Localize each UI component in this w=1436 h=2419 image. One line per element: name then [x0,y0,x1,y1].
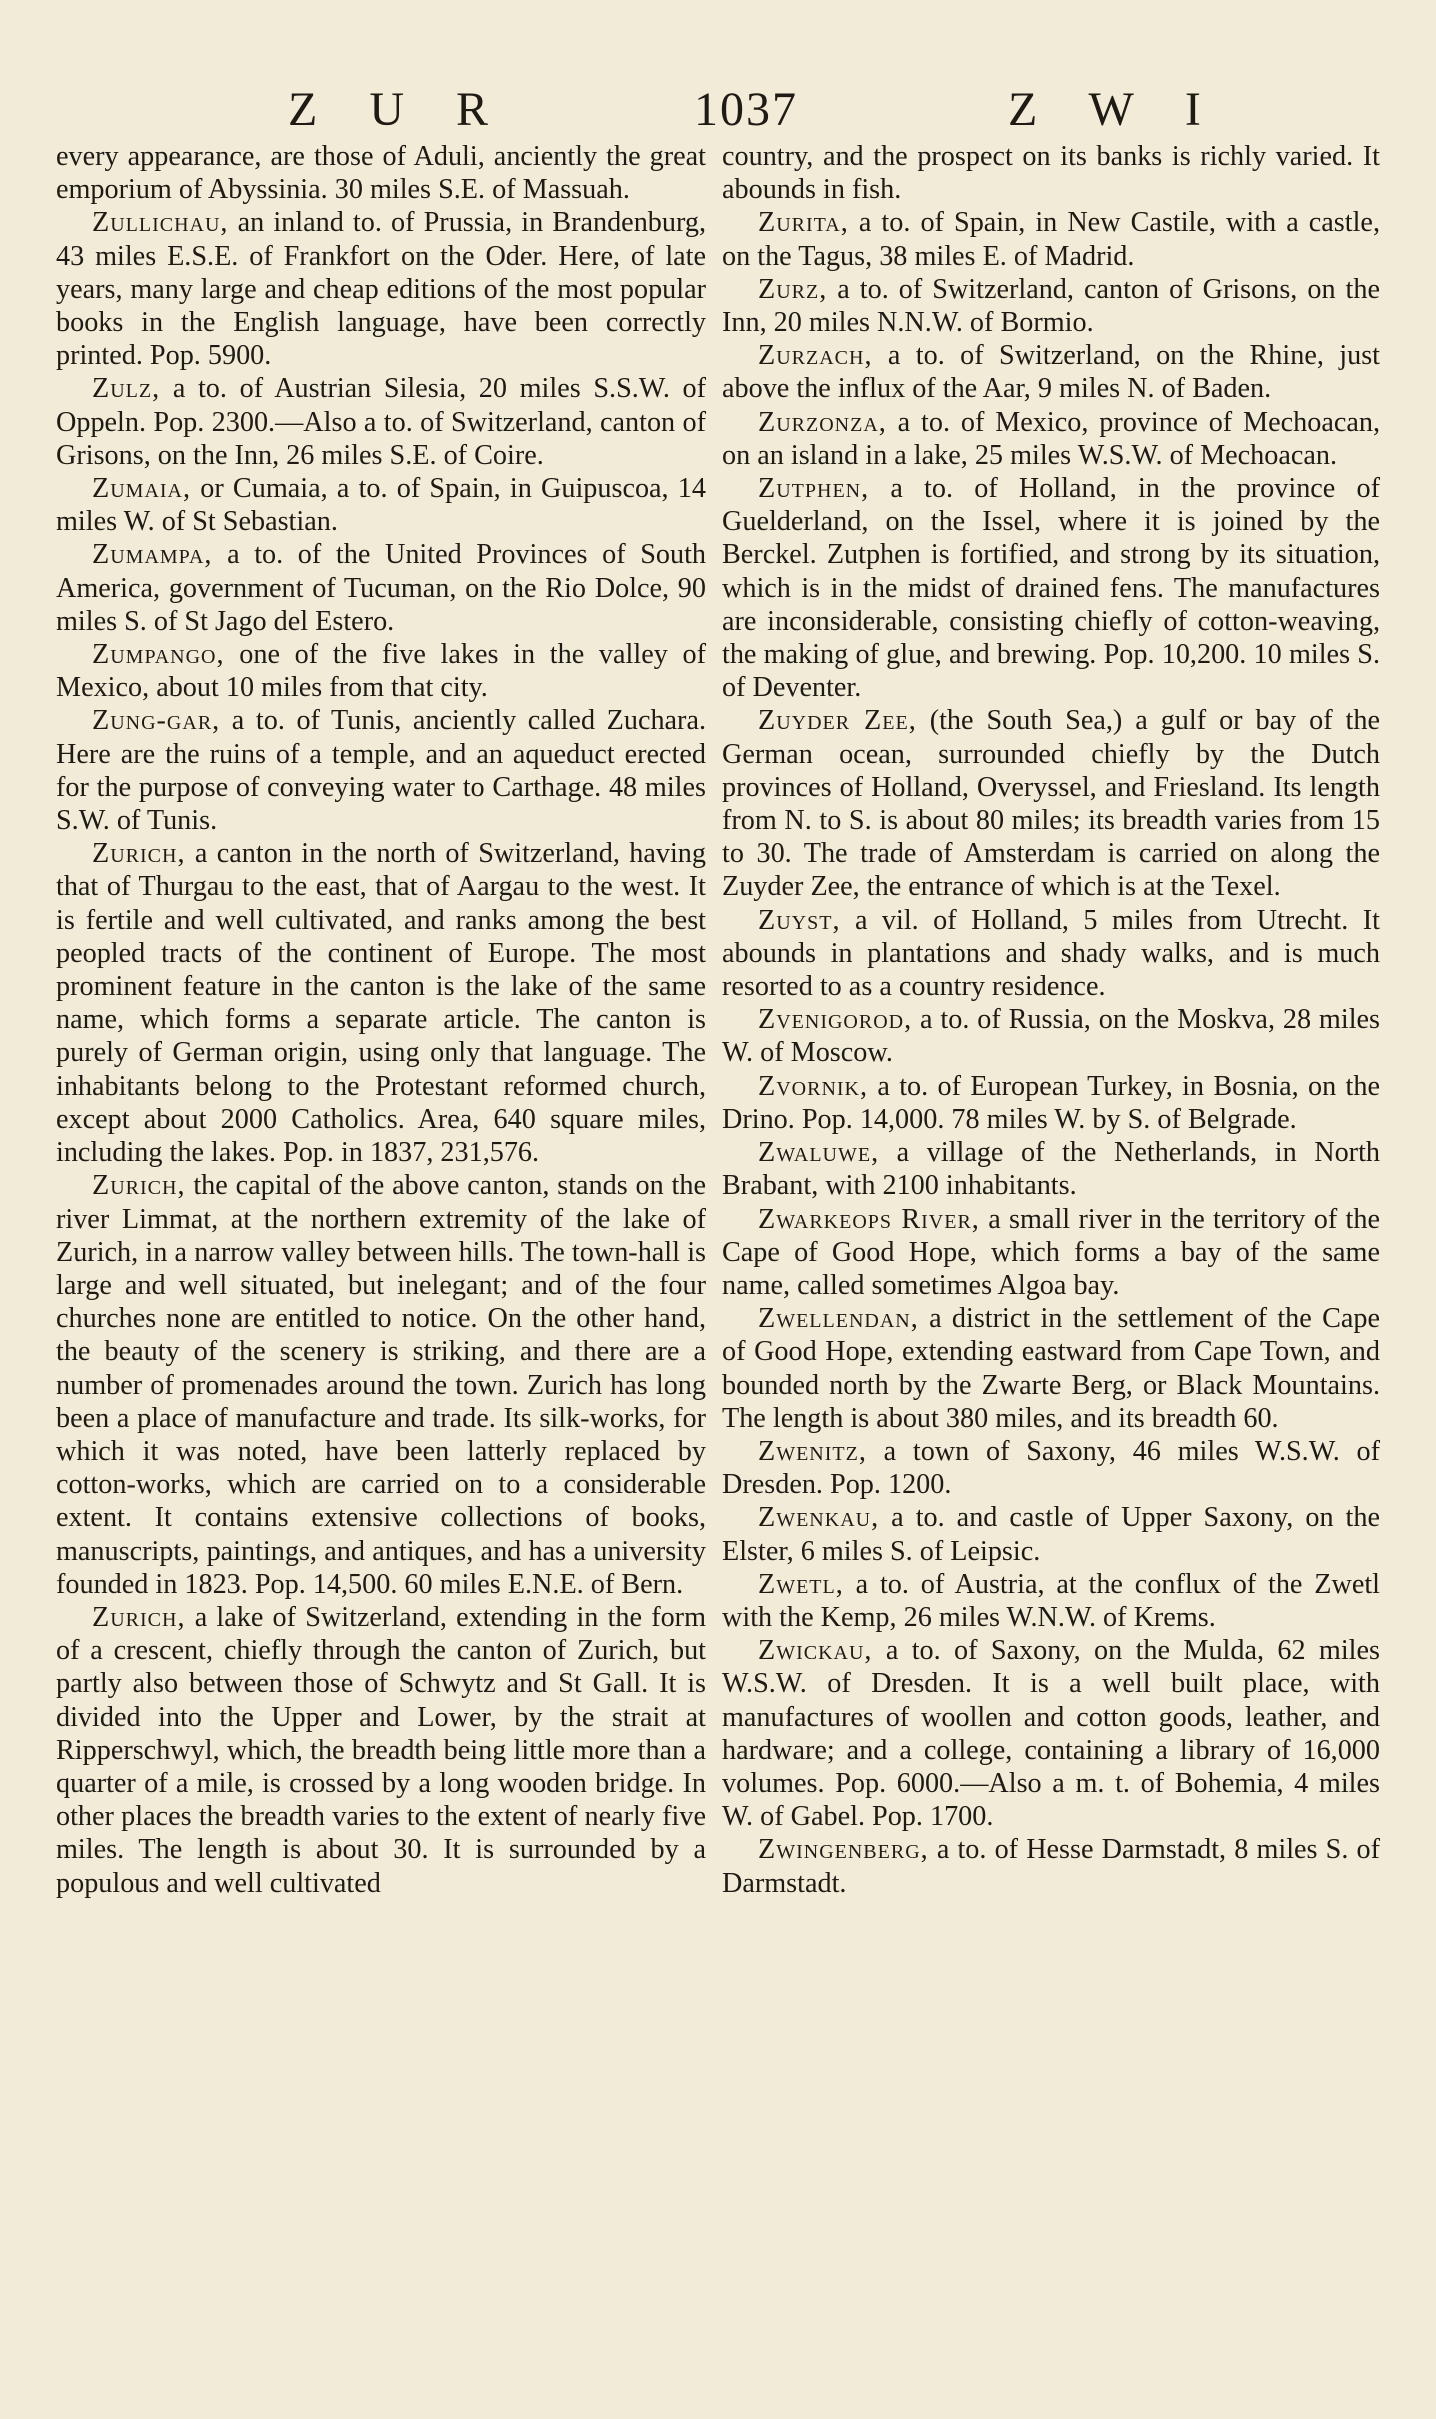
entry-headword: Zurita, [758,207,849,239]
entry-headword: Zung-gar, [92,705,221,737]
entry-text: every appearance, are those of Aduli, anciently the great emporium of Abyssinia. 30 miles S.E. of Massuah. [56,141,706,206]
gazetteer-entry [56,472,706,538]
gazetteer-entry [722,704,1380,903]
entry-text: a to. of Saxony, on the Mulda, 62 miles W.S.W. of Dresden. It is a well built place, with manufactures of woollen and cotton goods, leather, and hardware; and a college, containing a library of 16,000 volumes. Pop. 6000.—Also a m. t. of Bohemia, 4 miles W. of Gabel. Pop. 1700. [722,1635,1380,1833]
entry-text: a to. of Spain, in New Castile, with a castle, on the Tagus, 38 miles E. of Madrid. [722,207,1380,272]
entry-text: a to. of Holland, in the province of Guelderland, on the Issel, where it is joined by the Berckel. Zutphen is fortified, and strong by its situation, which is in the midst of drained fens. The manufactures are inconsiderable, consisting chiefly of cotton-weaving, the making of glue, and brewing. Pop. 10,200. 10 miles S. of Deventer. [722,473,1380,704]
gazetteer-entry [56,638,706,704]
running-header [0,82,1436,142]
entry-text: a district in the settlement of the Cape of Good Hope, extending eastward from Cape Town, and bounded north by the Zwarte Berg, or Black Mountains. The length is about 380 miles, and its breadth 60. [722,1303,1380,1434]
entry-headword: Zwingenberg, [758,1834,929,1866]
entry-text: one of the five lakes in the valley of Mexico, about 10 miles from that city. [56,639,706,704]
entry-text: a to. of Tunis, anciently called Zuchara. Here are the ruins of a temple, and an aqueduct erected for the purpose of conveying water to Carthage. 48 miles S.W. of Tunis. [56,705,706,837]
gazetteer-entry [722,406,1380,472]
entry-text: a to. of Hesse Darmstadt, 8 miles S. of Darmstadt. [722,1834,1380,1899]
entry-headword: Zwenitz, [758,1435,867,1467]
entry-text: a vil. of Holland, 5 miles from Utrecht. It abounds in plantations and shady walks, and is much resorted to as a country residence. [722,904,1380,1003]
gazetteer-entry [56,372,706,472]
gazetteer-entry [56,1601,706,1900]
entry-headword: Zurz, [758,273,828,305]
gazetteer-entry [722,140,1380,206]
gazetteer-entry [56,704,706,837]
entry-headword: Zullichau, [92,207,229,239]
entry-text: (the South Sea,) a gulf or bay of the German ocean, surrounded chiefly by the Dutch provinces of Holland, Overyssel, and Friesland. Its length from N. to S. is about 80 miles; its breadth varies from 15 to 30. The trade of Amsterdam is carried on along the Zuyder Zee, the entrance of which is at the Texel. [722,705,1380,903]
gazetteer-entry [722,206,1380,272]
entry-headword: Zurzonza, [758,406,887,438]
entry-headword: Zurzach, [758,340,873,372]
gazetteer-entry [722,1833,1380,1899]
gazetteer-entry [722,1435,1380,1501]
header-right-guideword: Z W I [1008,83,1203,136]
gazetteer-entry [722,1302,1380,1435]
entry-headword: Zwickau, [758,1635,873,1667]
entry-text: a small river in the territory of the Cape of Good Hope, which forms a bay of the same name, called sometimes Algoa bay. [722,1203,1380,1301]
entry-headword: Zurich, [92,838,186,870]
entry-text: a village of the Netherlands, in North Brabant, with 2100 inhabitants. [722,1137,1380,1202]
header-left-guideword: Z U R [288,83,490,136]
entry-text: a to. of the United Provinces of South America, government of Tucuman, on the Rio Dolce, 90 miles S. of St Jago del Estero. [56,539,706,637]
gazetteer-entry [722,1501,1380,1567]
gazetteer-entry [722,273,1380,339]
gazetteer-entry [56,1169,706,1601]
entry-headword: Zumpango, [92,639,225,671]
entry-headword: Zwaluwe, [758,1137,880,1169]
left-column [56,140,706,1900]
entry-headword: Zutphen, [758,473,870,505]
gazetteer-entry [56,538,706,638]
gazetteer-entry [722,1003,1380,1069]
entry-text: a canton in the north of Switzerland, having that of Thurgau to the east, that of Aargau to the west. It is fertile and well cultivated, and ranks among the best peopled tracts of the continent of Europe. The most prominent feature in the canton is the lake of the same name, which forms a separate article. The canton is purely of German origin, using only that language. The inhabitants belong to the Protestant reformed church, except about 2000 Catholics. Area, 640 square miles, including the lakes. Pop. in 1837, 231,576. [56,838,706,1169]
entry-headword: Zvornik, [758,1070,869,1102]
gazetteer-entry [56,140,706,206]
gazetteer-entry [722,1634,1380,1833]
entry-headword: Zurich, [92,1170,186,1202]
entry-text: or Cumaia, a to. of Spain, in Guipuscoa, 14 miles W. of St Sebastian. [56,473,706,538]
entry-headword: Zwetl, [758,1568,844,1600]
entry-text: a to. and castle of Upper Saxony, on the Elster, 6 miles S. of Leipsic. [722,1502,1380,1567]
entry-text: the capital of the above canton, stands on the river Limmat, at the northern extremity of the lake of Zurich, in a narrow valley between hills. The town-hall is large and well situated, but inelegant; and of the four churches none are entitled to notice. On the other hand, the beauty of the scenery is striking, and there are a number of promenades around the town. Zurich has long been a place of manufacture and trade. Its silk-works, for which it was noted, have been latterly replaced by cotton-works, which are carried on to a considerable extent. It contains extensive collections of books, manuscripts, paintings, and antiques, and has a university founded in 1823. Pop. 14,500. 60 miles E.N.E. of Bern. [56,1170,706,1600]
entry-text: a to. of Russia, on the Moskva, 28 miles W. of Moscow. [722,1004,1380,1069]
entry-headword: Zuyder Zee, [758,705,917,737]
gazetteer-entry [722,1568,1380,1634]
page-number: 1037 [694,83,798,136]
entry-headword: Zwarkeops River, [758,1203,980,1235]
entry-headword: Zwenkau, [758,1502,880,1534]
entry-text: a lake of Switzerland, extending in the form of a crescent, chiefly through the canton of Zurich, but partly also between those of Schwytz and St Gall. It is divided into the Upper and Lower, by the strait at Ripperschwyl, which, the breadth being little more than a quarter of a mile, is crossed by a long wooden bridge. In other places the breadth varies to the extent of nearly five miles. The length is about 30. It is surrounded by a populous and well cultivated [56,1601,706,1899]
entry-headword: Zurich, [92,1601,186,1633]
entry-text: a town of Saxony, 46 miles W.S.W. of Dresden. Pop. 1200. [722,1435,1380,1501]
entry-text: a to. of European Turkey, in Bosnia, on the Drino. Pop. 14,000. 78 miles W. by S. of Belgrade. [722,1070,1380,1135]
entry-text: a to. of Austrian Silesia, 20 miles S.S.W. of Oppeln. Pop. 2300.—Also a to. of Switzerland, canton of Grisons, on the Inn, 26 miles S.E. of Coire. [56,373,706,471]
entry-headword: Zulz, [92,373,161,405]
entry-text: an inland to. of Prussia, in Brandenburg, 43 miles E.S.E. of Frankfort on the Oder. Here, of late years, many large and cheap editions of the most popular books in the English language, have been correctly printed. Pop. 5900. [56,207,706,372]
gazetteer-entry [722,904,1380,1004]
gazetteer-entry [722,1203,1380,1303]
entry-text: a to. of Austria, at the conflux of the Zwetl with the Kemp, 26 miles W.N.W. of Krems. [722,1568,1380,1633]
entry-headword: Zuyst, [758,904,841,936]
entry-text: a to. of Mexico, province of Mechoacan, on an island in a lake, 25 miles W.S.W. of Mechoacan. [722,406,1380,471]
gazetteer-entry [56,837,706,1169]
gazetteer-entry [722,472,1380,704]
entry-headword: Zvenigorod, [758,1004,913,1036]
gazetteer-entry [722,339,1380,405]
entry-headword: Zumaia, [92,473,192,505]
entry-headword: Zwellendan, [758,1303,919,1335]
gazetteer-entry [722,1070,1380,1136]
entry-text: a to. of Switzerland, canton of Grisons, on the Inn, 20 miles N.N.W. of Bormio. [722,273,1380,339]
right-column [722,140,1380,1900]
entry-text: a to. of Switzerland, on the Rhine, just above the influx of the Aar, 9 miles N. of Baden. [722,340,1380,405]
entry-text: country, and the prospect on its banks is richly varied. It abounds in fish. [722,141,1380,206]
gazetteer-entry [56,206,706,372]
gazetteer-entry [722,1136,1380,1202]
entry-headword: Zumampa, [92,539,213,571]
